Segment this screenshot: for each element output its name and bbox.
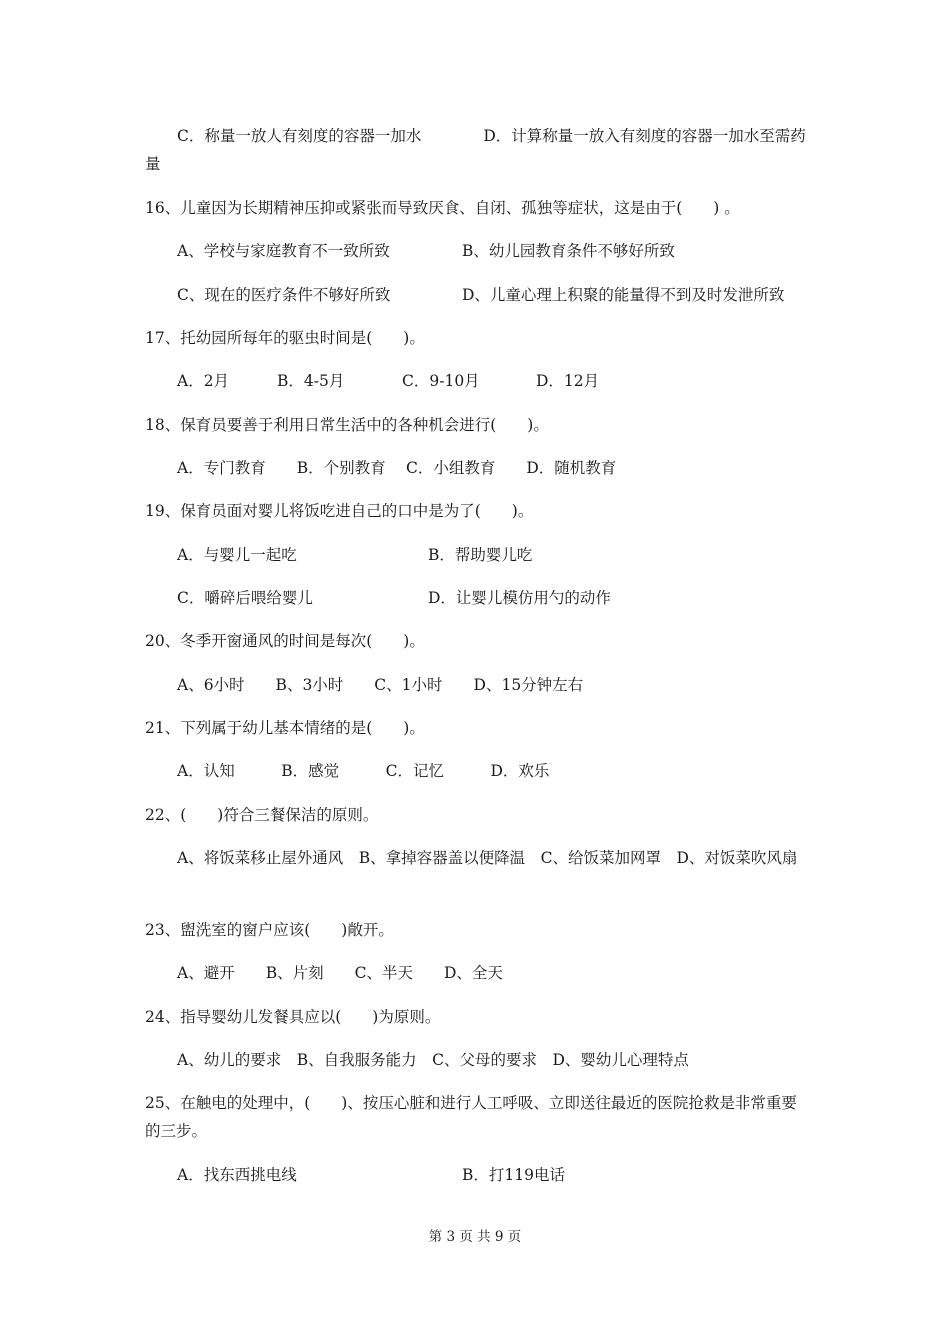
q19-option-a: A．与婴儿一起吃	[177, 546, 297, 564]
q19-options-cd	[177, 584, 611, 612]
q23-options: A、避开 B、片刻 C、半天 D、全天	[177, 964, 503, 982]
q17-options	[177, 367, 599, 395]
q17-option-d: D．12月	[536, 372, 600, 390]
q19-option-c: C．嚼碎后喂给婴儿	[177, 589, 313, 607]
page-number-footer: 第 3 页 共 9 页	[428, 1229, 522, 1245]
q17-stem: 17、托幼园所每年的驱虫时间是( )。	[145, 329, 425, 347]
q18-stem: 18、保育员要善于利用日常生活中的各种机会进行( )。	[145, 416, 549, 434]
q25-stem: 25、在触电的处理中，( )、按压心脏和进行人工呼吸、立即送往最近的医院抢救是非常重要的三步。	[145, 1094, 797, 1140]
q17-option-c: C．9-10月	[402, 372, 480, 390]
q25-option-a: A．找东西挑电线	[177, 1166, 297, 1184]
q22-stem: 22、( )符合三餐保洁的原则。	[145, 806, 379, 824]
q15-options-cd: C．称量一放人有刻度的容器一加水 D．计算称量一放入有刻度的容器一加水至需药量	[145, 127, 806, 173]
q25-options-ab	[177, 1161, 565, 1189]
q24-options: A、幼儿的要求 B、自我服务能力 C、父母的要求 D、婴幼儿心理特点	[177, 1051, 689, 1069]
q16-option-b: B、幼儿园教育条件不够好所致	[462, 242, 675, 260]
q16-option-d: D、儿童心理上积聚的能量得不到及时发泄所致	[462, 286, 785, 304]
q16-options-ab	[177, 237, 675, 265]
q16-options-cd	[177, 281, 784, 309]
q19-option-d: D．让婴儿模仿用勺的动作	[428, 589, 611, 607]
q18-options: A．专门教育 B．个别教育 C．小组教育 D．随机教育	[177, 459, 617, 477]
q17-option-b: B．4-5月	[277, 372, 345, 390]
q22-options: A、将饭菜移止屋外通风 B、拿掉容器盖以便降温 C、给饭菜加网罩 D、对饭菜吹风扇	[177, 849, 798, 867]
q19-options-ab	[177, 541, 532, 569]
q16-option-a: A、学校与家庭教育不一致所致	[177, 242, 390, 260]
q19-stem: 19、保育员面对婴儿将饭吃进自己的口中是为了( )。	[145, 502, 534, 520]
q21-options: A．认知 B．感觉 C．记忆 D．欢乐	[177, 762, 550, 780]
q24-stem: 24、指导婴幼儿发餐具应以( )为原则。	[145, 1008, 441, 1026]
q23-stem: 23、盥洗室的窗户应该( )敞开。	[145, 921, 394, 939]
q21-stem: 21、下列属于幼儿基本情绪的是( )。	[145, 719, 425, 737]
q20-stem: 20、冬季开窗通风的时间是每次( )。	[145, 632, 425, 650]
q20-options: A、6小时 B、3小时 C、1小时 D、15分钟左右	[177, 676, 584, 694]
q19-option-b: B．帮助婴儿吃	[428, 546, 533, 564]
q17-option-a: A．2月	[177, 372, 230, 390]
q16-stem: 16、儿童因为长期精神压抑或紧张而导致厌食、自闭、孤独等症状，这是由于( ) 。	[145, 199, 740, 217]
q16-option-c: C、现在的医疗条件不够好所致	[177, 286, 391, 304]
q25-option-b: B．打119电话	[462, 1166, 565, 1184]
